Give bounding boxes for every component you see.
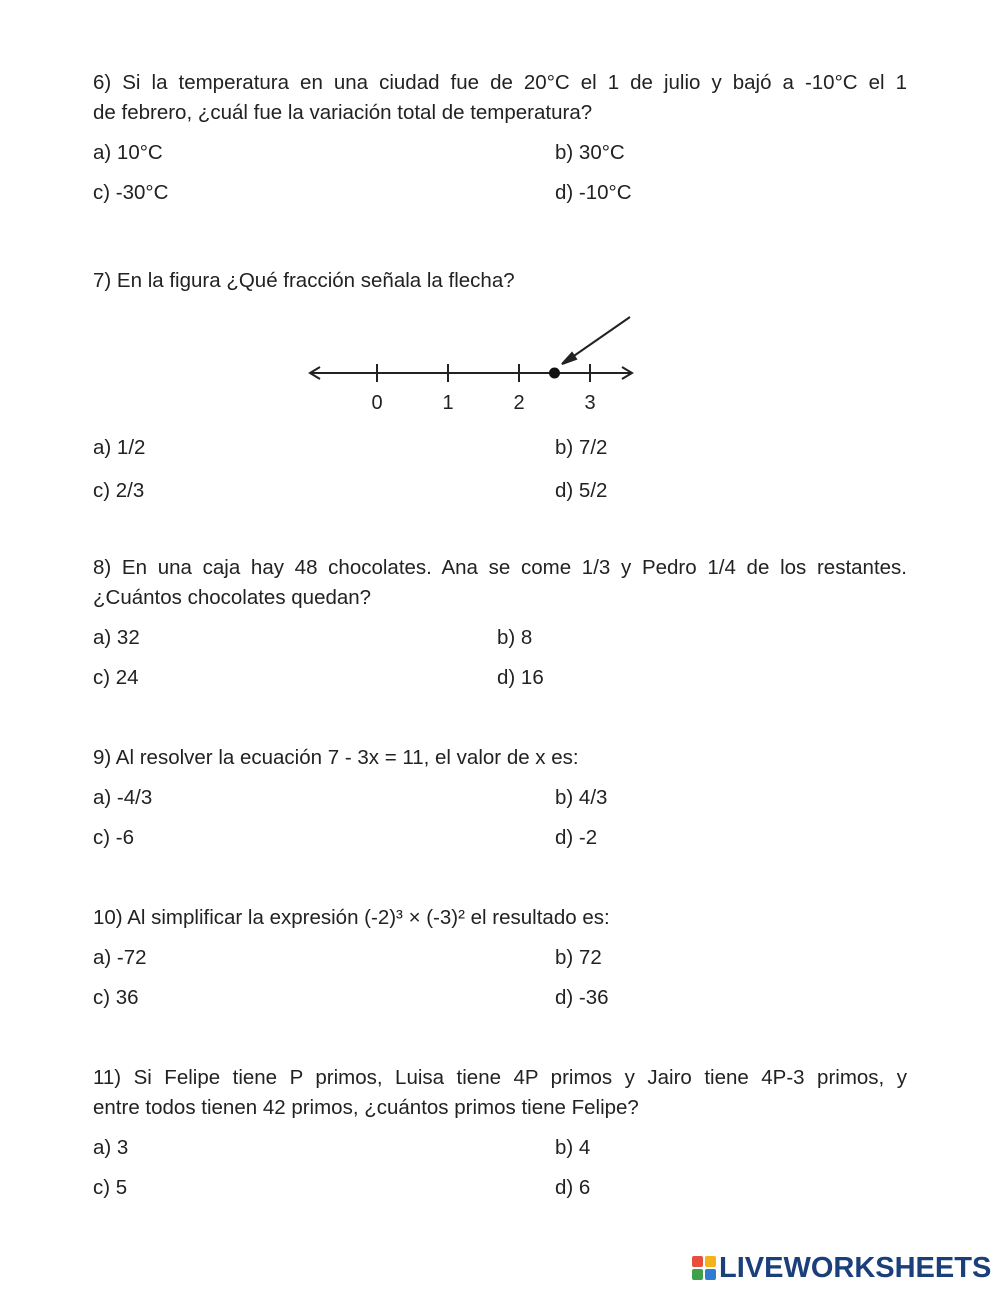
question-8-text-line-2: ¿Cuántos chocolates quedan? bbox=[93, 586, 372, 609]
q7-option-d[interactable]: d) 5/2 bbox=[555, 479, 608, 502]
q6-option-c[interactable]: c) -30°C bbox=[93, 181, 169, 204]
question-7-text: 7) En la figura ¿Qué fracción señala la flecha? bbox=[93, 269, 515, 292]
q7-option-a[interactable]: a) 1/2 bbox=[93, 436, 146, 459]
tick-label-1: 1 bbox=[442, 392, 454, 414]
q10-option-a[interactable]: a) -72 bbox=[93, 946, 147, 969]
q7-option-c[interactable]: c) 2/3 bbox=[93, 479, 145, 502]
tick-label-3: 3 bbox=[584, 392, 596, 414]
question-11-text-line-2: entre todos tienen 42 primos, ¿cuántos primos tiene Felipe? bbox=[93, 1096, 639, 1119]
question-6-text-line-2: de febrero, ¿cuál fue la variación total de temperatura? bbox=[93, 101, 593, 124]
pointer-arrow-shaft bbox=[568, 317, 630, 360]
q10-option-b[interactable]: b) 72 bbox=[555, 946, 602, 969]
q8-option-b[interactable]: b) 8 bbox=[497, 626, 533, 649]
q6-option-b[interactable]: b) 30°C bbox=[555, 141, 625, 164]
q7-option-b[interactable]: b) 7/2 bbox=[555, 436, 608, 459]
q8-option-a[interactable]: a) 32 bbox=[93, 626, 140, 649]
question-6-text-line-1: 6) Si la temperatura en una ciudad fue de 20°C el 1 de julio y bajó a -10°C el 1 bbox=[93, 71, 907, 94]
q9-option-c[interactable]: c) -6 bbox=[93, 826, 134, 849]
q9-option-b[interactable]: b) 4/3 bbox=[555, 786, 608, 809]
q10-option-c[interactable]: c) 36 bbox=[93, 986, 139, 1009]
q10-option-d[interactable]: d) -36 bbox=[555, 986, 609, 1009]
q11-option-b[interactable]: b) 4 bbox=[555, 1136, 591, 1159]
liveworksheets-logo-text: LIVEWORKSHEETS bbox=[719, 1252, 992, 1284]
q11-option-a[interactable]: a) 3 bbox=[93, 1136, 129, 1159]
question-9-text: 9) Al resolver la ecuación 7 - 3x = 11, el valor de x es: bbox=[93, 746, 579, 769]
question-10-text: 10) Al simplificar la expresión (-2)³ × (-3)² el resultado es: bbox=[93, 906, 610, 929]
marked-point bbox=[549, 368, 560, 379]
liveworksheets-logo[interactable] bbox=[691, 1251, 991, 1285]
q6-option-d[interactable]: d) -10°C bbox=[555, 181, 632, 204]
q9-option-d[interactable]: d) -2 bbox=[555, 826, 598, 849]
q8-option-d[interactable]: d) 16 bbox=[497, 666, 544, 689]
pointer-arrowhead bbox=[562, 353, 576, 364]
q8-option-c[interactable]: c) 24 bbox=[93, 666, 139, 689]
question-8-text-line-1: 8) En una caja hay 48 chocolates. Ana se come 1/3 y Pedro 1/4 de los restantes. bbox=[93, 556, 907, 579]
tick-label-0: 0 bbox=[371, 392, 383, 414]
q11-option-d[interactable]: d) 6 bbox=[555, 1176, 591, 1199]
question-11-text-line-1: 11) Si Felipe tiene P primos, Luisa tiene 4P primos y Jairo tiene 4P-3 primos, y bbox=[93, 1066, 907, 1089]
tick-label-2: 2 bbox=[513, 392, 525, 414]
q11-option-c[interactable]: c) 5 bbox=[93, 1176, 128, 1199]
q6-option-a[interactable]: a) 10°C bbox=[93, 141, 163, 164]
number-line-figure bbox=[300, 308, 640, 418]
q9-option-a[interactable]: a) -4/3 bbox=[93, 786, 153, 809]
liveworksheets-logo-icon bbox=[691, 1255, 717, 1281]
